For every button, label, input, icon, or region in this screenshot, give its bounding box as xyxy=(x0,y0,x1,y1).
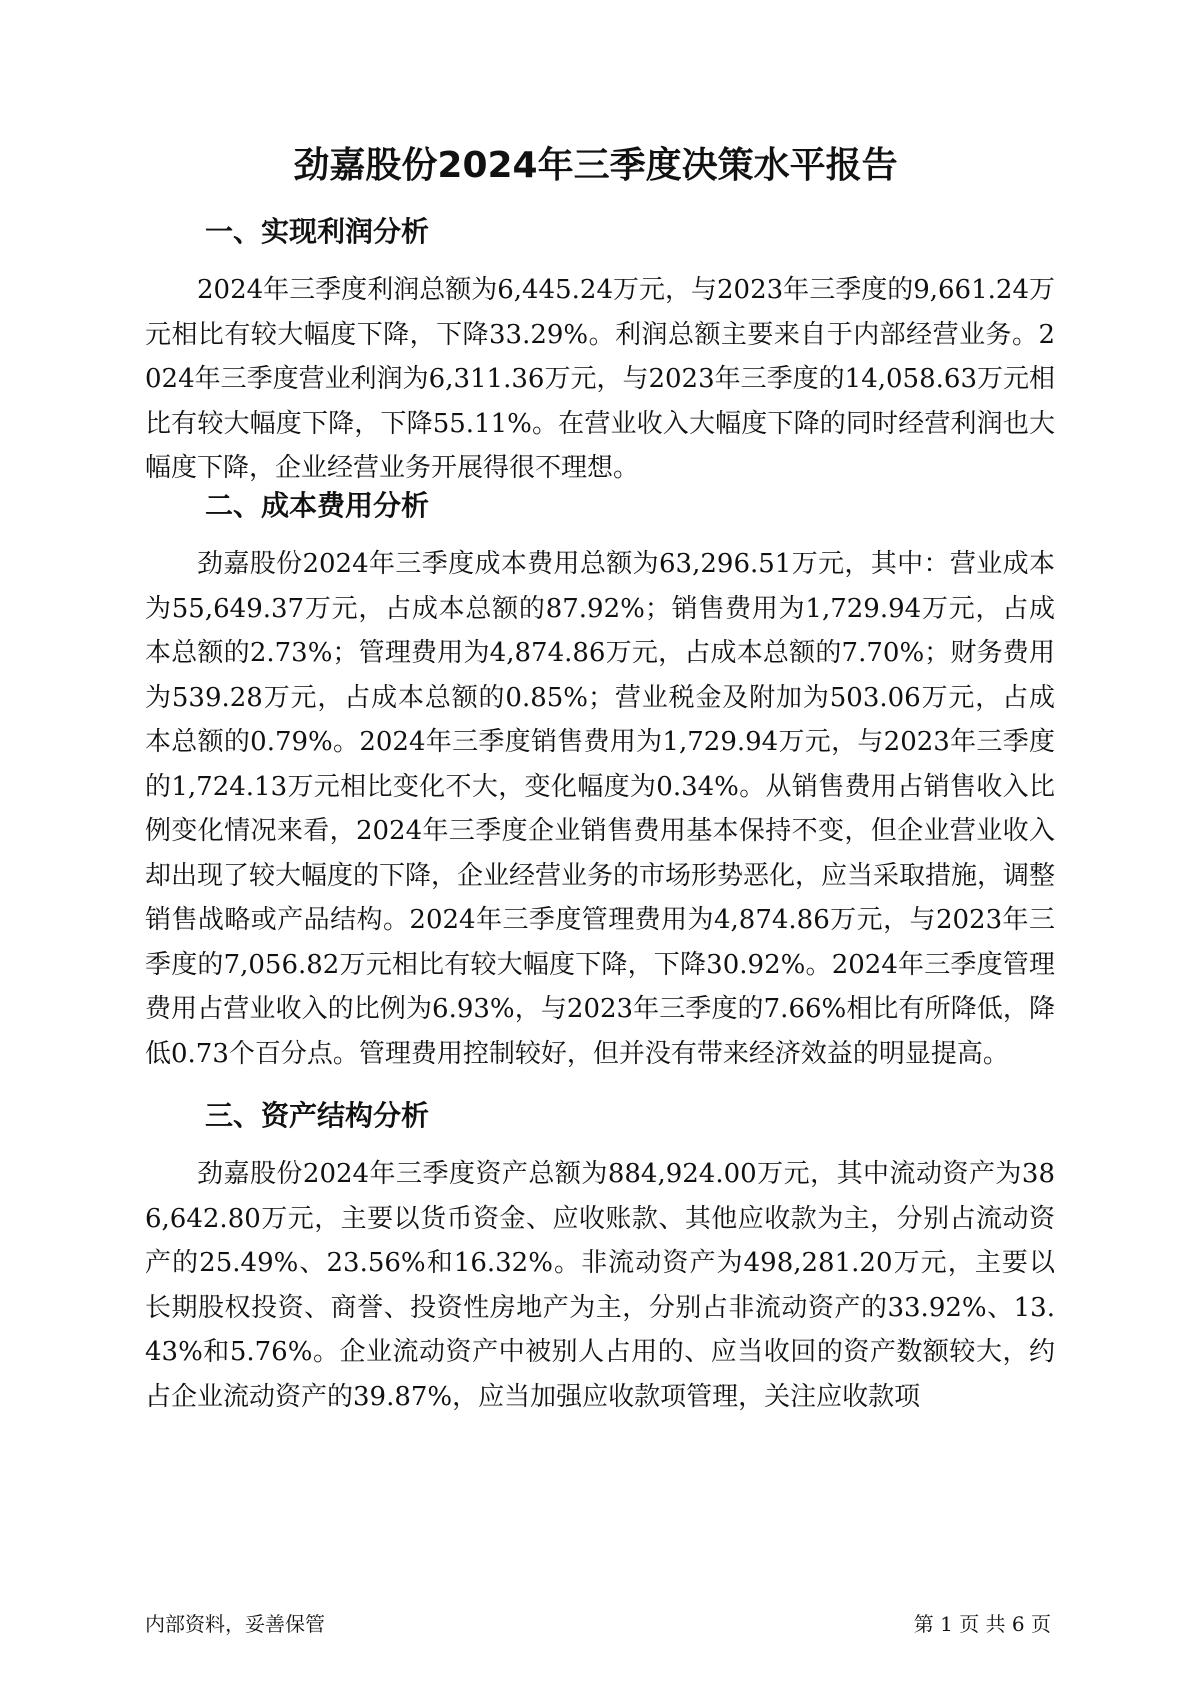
section-paragraph-profit: 2024年三季度利润总额为6,445.24万元，与2023年三季度的9,661.24万元相比有较大幅度下降，下降33.29%。利润总额主要来自于内部经营业务。2024年三季度营业利润为6,311.36万元，与2023年三季度的14,058.63万元相比有较大幅度下降，下降55.11%。在营业收入大幅度下降的同时经营利润也大幅度下降，企业经营业务开展得很不理想。 xyxy=(145,275,1055,483)
section-paragraph-cost: 劲嘉股份2024年三季度成本费用总额为63,296.51万元，其中：营业成本为55,649.37万元，占成本总额的87.92%；销售费用为1,729.94万元，占成本总额的2.73%；管理费用为4,874.86万元，占成本总额的7.70%；财务费用为539.28万元，占成本总额的0.85%；营业税金及附加为503.06万元，占成本总额的0.79%。2024年三季度销售费用为1,729.94万元，与2023年三季度的1,724.13万元相比变化不大，变化幅度为0.34%。从销售费用占销售收入比例变化情况来看，2024年三季度企业销售费用基本保持不变，但企业营业收入却出现了较大幅度的下降，企业经营业务的市场形势恶化，应当采取措施，调整销售战略或产品结构。2024年三季度管理费用为4,874.86万元，与2023年三季度的7,056.82万元相比有较大幅度下降，下降30.92%。2024年三季度管理费用占营业收入的比例为6.93%，与2023年三季度的7.66%相比有所降低，降低0.73个百分点。管理费用控制较好，但并没有带来经济效益的明显提高。 xyxy=(145,549,1056,1069)
section-paragraph-assets: 劲嘉股份2024年三季度资产总额为884,924.00万元，其中流动资产为386,642.80万元，主要以货币资金、应收账款、其他应收款为主，分别占流动资产的25.49%、23.56%和16.32%。非流动资产为498,281.20万元，主要以长期股权投资、商誉、投资性房地产为主，分别占非流动资产的33.92%、13.43%和5.76%。企业流动资产中被别人占用的、应当收回的资产数额较大，约占企业流动资产的39.87%，应当加强应收款项管理，关注应收款项 xyxy=(145,1159,1055,1412)
document-title: 劲嘉股份2024年三季度决策水平报告 xyxy=(293,145,898,186)
section-heading-assets: 三、资产结构分析 xyxy=(205,1099,430,1132)
footer-confidential-note: 内部资料，妥善保管 xyxy=(145,1612,325,1636)
section-heading-cost: 二、成本费用分析 xyxy=(205,489,430,522)
footer-page-number: 第 1 页 共 6 页 xyxy=(913,1612,1051,1636)
section-heading-profit: 一、实现利润分析 xyxy=(205,215,430,248)
